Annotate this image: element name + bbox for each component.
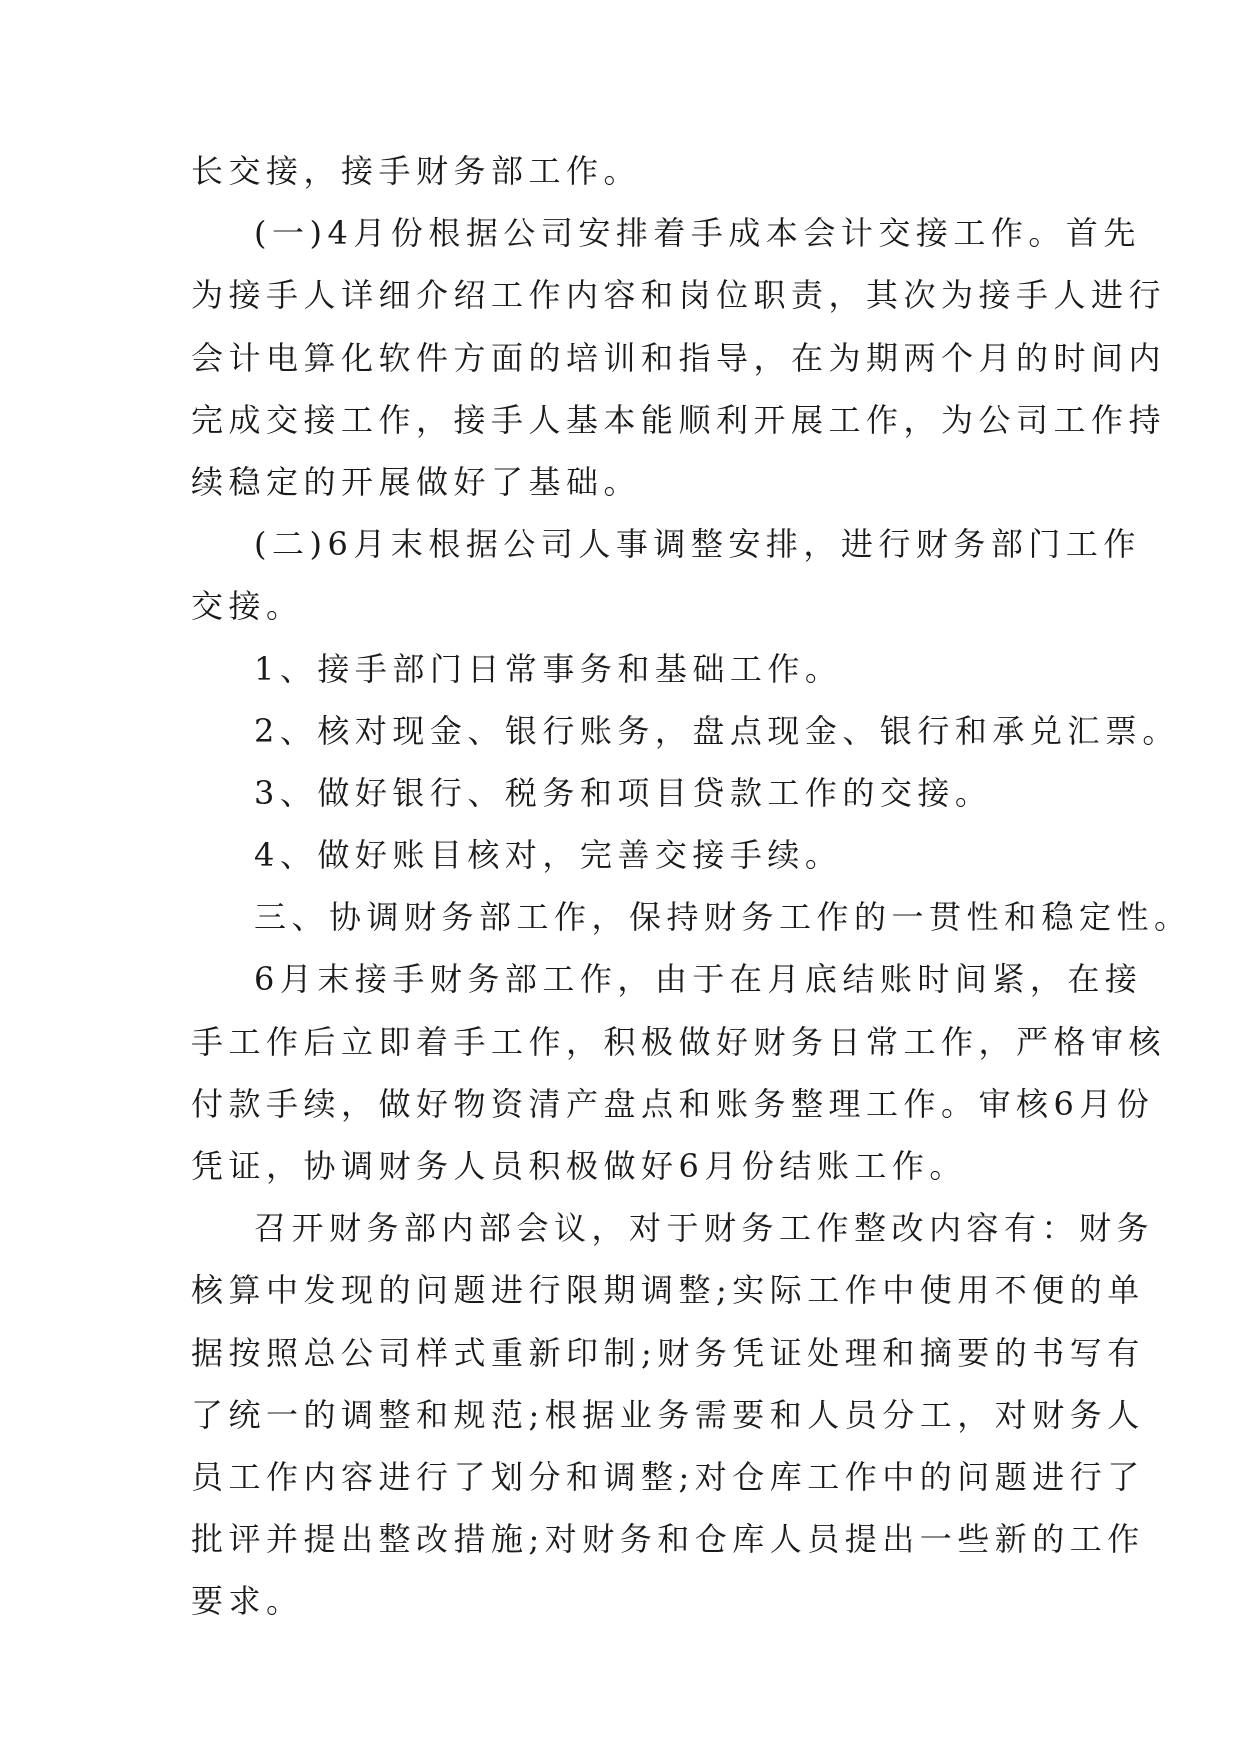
text-line: 长交接，接手财务部工作。 xyxy=(191,152,642,190)
text-line: 交接。 xyxy=(191,587,304,626)
list-item: 3、做好银行、税务和项目贷款工作的交接。 xyxy=(254,773,993,812)
text-line: 员工作内容进行了划分和调整;对仓库工作中的问题进行了 xyxy=(191,1457,1145,1496)
list-item: 1、接手部门日常事务和基础工作。 xyxy=(254,649,843,688)
text-line: 核算中发现的问题进行限期调整;实际工作中使用不便的单 xyxy=(191,1271,1145,1310)
text-line: 会计电算化软件方面的培训和指导，在为期两个月的时间内 xyxy=(191,338,1167,377)
text-line: 手工作后立即着手工作，积极做好财务日常工作，严格审核 xyxy=(191,1022,1167,1061)
text-line: 据按照总公司样式重新印制;财务凭证处理和摘要的书写有 xyxy=(191,1333,1145,1372)
text-line: (二)6月末根据公司人事调整安排，进行财务部门工作 xyxy=(254,525,1141,564)
text-line: 凭证，协调财务人员积极做好6月份结账工作。 xyxy=(191,1147,967,1185)
text-line: 了统一的调整和规范;根据业务需要和人员分工，对财务人 xyxy=(191,1395,1145,1434)
text-line: 要求。 xyxy=(191,1582,304,1621)
document-body xyxy=(191,140,1191,1633)
list-item: 4、做好账目核对，完善交接手续。 xyxy=(254,836,843,875)
text-line: 6月末接手财务部工作，由于在月底结账时间紧，在接 xyxy=(254,960,1143,999)
text-line: 召开财务部内部会议，对于财务工作整改内容有：财务 xyxy=(254,1209,1155,1248)
text-line: 批评并提出整改措施;对财务和仓库人员提出一些新的工作 xyxy=(191,1520,1145,1559)
text-line: 付款手续，做好物资清产盘点和账务整理工作。审核6月份 xyxy=(191,1084,1155,1123)
text-line: (一)4月份根据公司安排着手成本会计交接工作。首先 xyxy=(254,214,1141,253)
text-line: 为接手人详细介绍工作内容和岗位职责，其次为接手人进行 xyxy=(191,276,1167,315)
text-line: 续稳定的开展做好了基础。 xyxy=(191,462,642,501)
list-item: 2、核对现金、银行账务，盘点现金、银行和承兑汇票。 xyxy=(254,711,1180,750)
section-heading: 三、协调财务部工作，保持财务工作的一贯性和稳定性。 xyxy=(254,898,1192,937)
text-line: 完成交接工作，接手人基本能顺利开展工作，为公司工作持 xyxy=(191,400,1167,439)
